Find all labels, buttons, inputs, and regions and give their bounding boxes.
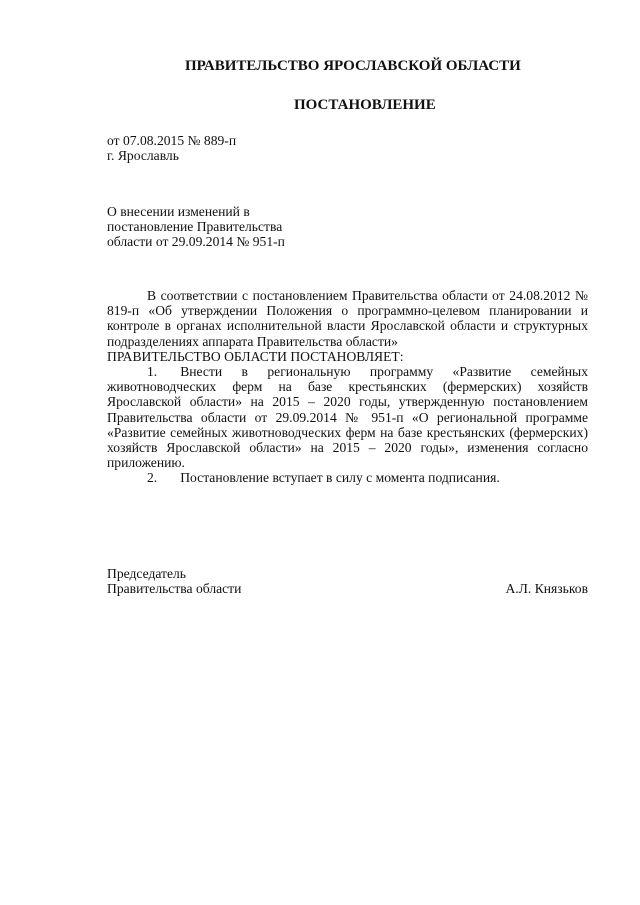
document-body <box>107 288 588 486</box>
date-number: от 07.08.2015 № 889-п <box>107 133 237 148</box>
resolves-line: ПРАВИТЕЛЬСТВО ОБЛАСТИ ПОСТАНОВЛЯЕТ: <box>107 348 404 364</box>
item-number: 2. <box>147 470 158 486</box>
item-text: Внести в региональную программу «Развитие семейных животноводческих ферм на базе крестьянских (фермерских) хозяйств Ярославской области» на 2015 – 2020 годы, утвержденную постановлением Правительства области от 29.09.2014 № 951-п «О региональной программе «Развитие семейных животноводческих ферм на базе крестьянских (фермерских) хозяйств Ярославской области» на 2015 – 2020 годы», изменения согласно приложению. <box>107 364 588 471</box>
item-text: Постановление вступает в силу с момента подписания. <box>180 470 500 486</box>
signatory-name: А.Л. Князьков <box>505 581 588 597</box>
subject-line: постановление Правительства <box>107 219 283 235</box>
list-item <box>107 364 588 470</box>
document-subject <box>107 204 407 250</box>
subject-line: О внесении изменений в <box>107 204 250 219</box>
signature-row <box>107 581 588 596</box>
city: г. Ярославль <box>107 148 179 164</box>
signature-block <box>107 566 588 596</box>
subject-line: области от 29.09.2014 № 951-п <box>107 234 285 250</box>
item-number: 1. <box>147 364 158 380</box>
document-meta <box>107 133 407 163</box>
signatory-title-line2: Правительства области <box>107 581 242 597</box>
government-title: ПРАВИТЕЛЬСТВО ЯРОСЛАВСКОЙ ОБЛАСТИ <box>185 58 521 74</box>
document-type-title: ПОСТАНОВЛЕНИЕ <box>294 97 436 113</box>
preamble-paragraph: В соответствии с постановлением Правительства области от 24.08.2012 № 819-п «Об утверждении Положения о программно-целевом планировании и контроле в органах исполнительной власти Ярославской области и структурных подразделениях аппарата Правительства области» <box>107 288 588 349</box>
signatory-title-line1: Председатель <box>107 566 186 581</box>
list-item <box>107 470 588 485</box>
